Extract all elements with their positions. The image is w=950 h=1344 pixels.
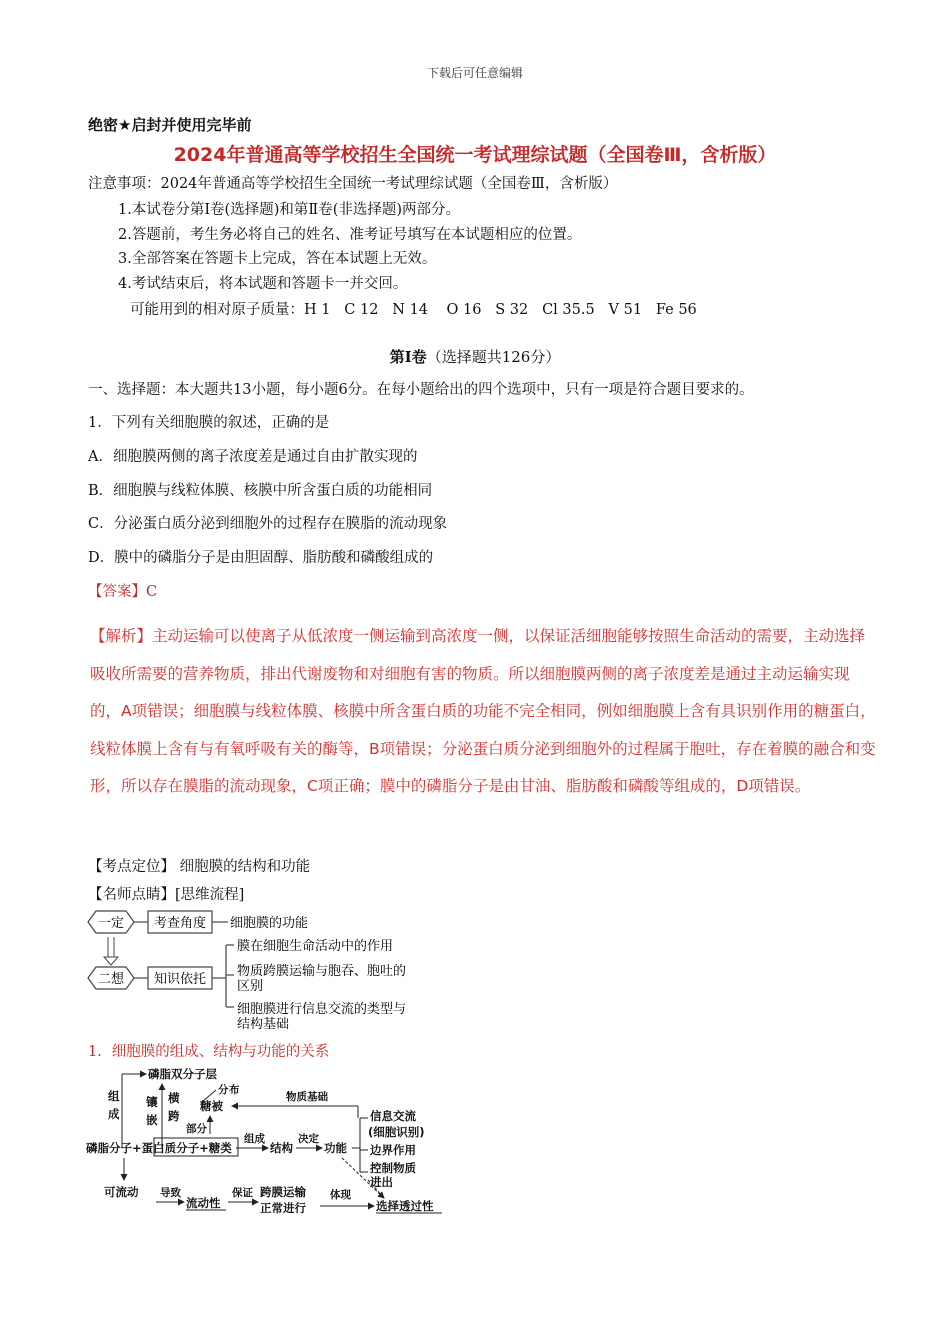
notice-item: 1.本试卷分第Ⅰ卷(选择题)和第Ⅱ卷(非选择题)两部分。 — [118, 202, 461, 218]
basis-item-1: 膜在细胞生命活动中的作用 — [237, 939, 394, 954]
analysis-text: 【解析】主动运输可以使离子从低浓度一侧运输到高浓度一侧，以保证活细胞能够按照生命活动的需要，主动选择吸收所需要的营养物质，排出代谢废物和对细胞有害的物质。所以细胞膜两侧的离子浓度差是通过主动运输实现的，A项错误；细胞膜与线粒体膜、核膜中所含蛋白质的功能不完全相同，例如细胞膜上含有具识别作用的糖蛋白，线粒体膜上含有与有氧呼吸有关的酶等，B项错误；分泌蛋白质分泌到细胞外的过程属于胞吐，存在着膜的融合和变形，所以存在膜脂的流动现象，C项正确；膜中的磷脂分子是由甘油、脂肪酸和磷酸等组成的，D项错误。 — [90, 627, 876, 795]
label-fluidity: 流动性 — [186, 1196, 221, 1210]
box-basis-label: 知识依托 — [153, 972, 207, 987]
label-heng: 横 — [168, 1091, 180, 1105]
label-basis: 物质基础 — [286, 1091, 328, 1103]
label-zu: 组 — [108, 1089, 120, 1103]
label-ctrl-2: 进出 — [370, 1175, 393, 1189]
basis-item-2b: 区别 — [237, 979, 264, 994]
flow-target: 细胞膜的功能 — [230, 916, 309, 931]
basis-item-2a: 物质跨膜运输与胞吞、胞吐的 — [237, 964, 407, 979]
label-xiang: 镶 — [146, 1095, 158, 1109]
box-angle-label: 考查角度 — [153, 916, 207, 931]
label-tixian: 体现 — [330, 1189, 351, 1201]
notice-item: 2.答题前，考生务必将自己的姓名、准考证号填写在本试题相应的位置。 — [118, 227, 582, 243]
label-ctrl-1: 控制物质 — [370, 1161, 416, 1175]
label-components: 磷脂分子+蛋白质分子+糖类 — [86, 1141, 232, 1155]
page-header: 下载后可任意编辑 — [426, 66, 523, 80]
option-c: C．分泌蛋白质分泌到细胞外的过程存在膜脂的流动现象 — [88, 516, 448, 532]
label-qian: 嵌 — [146, 1113, 158, 1127]
notice-item: 3.全部答案在答题卡上完成，答在本试题上无效。 — [118, 251, 437, 267]
label-daozhi: 导致 — [160, 1187, 181, 1199]
label-transport-1: 跨膜运输 — [260, 1185, 306, 1199]
label-flowable: 可流动 — [104, 1185, 139, 1199]
label-bufen: 部分 — [186, 1123, 207, 1135]
notice-heading: 注意事项：2024年普通高等学校招生全国统一考试理综试题（全国卷Ⅲ，含析版） — [88, 176, 618, 192]
label-baozheng: 保证 — [232, 1187, 253, 1199]
answer: 【答案】C — [88, 584, 158, 600]
node-erxiang-label: 二想 — [97, 972, 125, 987]
option-a: A．细胞膜两侧的离子浓度差是通过自由扩散实现的 — [88, 449, 418, 465]
section-heading — [0, 346, 950, 367]
section-heading-rest: （选择题共126分） — [426, 348, 561, 366]
label-transport-2: 正常进行 — [260, 1201, 306, 1215]
exam-point: 【考点定位】 细胞膜的结构和功能 — [88, 859, 311, 875]
label-structure: 结构 — [270, 1141, 293, 1155]
down-arrow-icon — [104, 957, 118, 965]
basis-item-3b: 结构基础 — [237, 1017, 290, 1032]
label-zucheng: 组成 — [244, 1133, 265, 1145]
option-b: B．细胞膜与线粒体膜、核膜中所含蛋白质的功能相同 — [88, 483, 433, 499]
membrane-structure-diagram — [84, 1062, 454, 1222]
label-info-2: (细胞识别) — [368, 1125, 425, 1139]
notice-item: 4.考试结束后，将本试题和答题卡一并交回。 — [118, 276, 408, 292]
document-title: 2024年普通高等学校招生全国统一考试理综试题（全国卷Ⅲ，含析版） — [173, 144, 777, 166]
label-fenbu-2: 布 — [229, 1084, 240, 1096]
node-yiding-label: 一定 — [97, 916, 125, 931]
basis-item-3a: 细胞膜进行信息交流的类型与 — [237, 1002, 407, 1017]
label-kua: 跨 — [168, 1109, 180, 1123]
option-d: D．膜中的磷脂分子是由胆固醇、脂肪酸和磷酸组成的 — [88, 550, 434, 566]
part-instructions: 一、选择题：本大题共13小题，每小题6分。在每小题给出的四个选项中，只有一项是符合题目要求的。 — [88, 382, 754, 398]
label-permeability: 选择透过性 — [376, 1199, 434, 1213]
label-boundary: 边界作用 — [370, 1143, 416, 1157]
thinking-flow-diagram — [86, 905, 426, 1035]
subheading-1: 1．细胞膜的组成、结构与功能的关系 — [88, 1044, 330, 1060]
label-bilayer: 磷脂双分子层 — [148, 1067, 217, 1081]
label-fenbu-1: 分 — [218, 1084, 229, 1096]
teacher-tip: 【名师点睛】[思维流程] — [88, 887, 245, 903]
label-cheng: 成 — [108, 1107, 120, 1121]
label-glycocalyx: 糖被 — [200, 1099, 223, 1113]
label-info-1: 信息交流 — [370, 1109, 416, 1123]
section-heading-bold: 第Ⅰ卷 — [389, 348, 427, 366]
atomic-masses: 可能用到的相对原子质量：H 1 C 12 N 14 O 16 S 32 Cl 35.5 V 51 Fe 56 — [130, 302, 697, 318]
question-stem: 1．下列有关细胞膜的叙述，正确的是 — [88, 415, 330, 431]
confidential-label: 绝密★启封并使用完毕前 — [88, 116, 252, 134]
label-jueding: 决定 — [298, 1133, 319, 1145]
label-function: 功能 — [324, 1141, 347, 1155]
